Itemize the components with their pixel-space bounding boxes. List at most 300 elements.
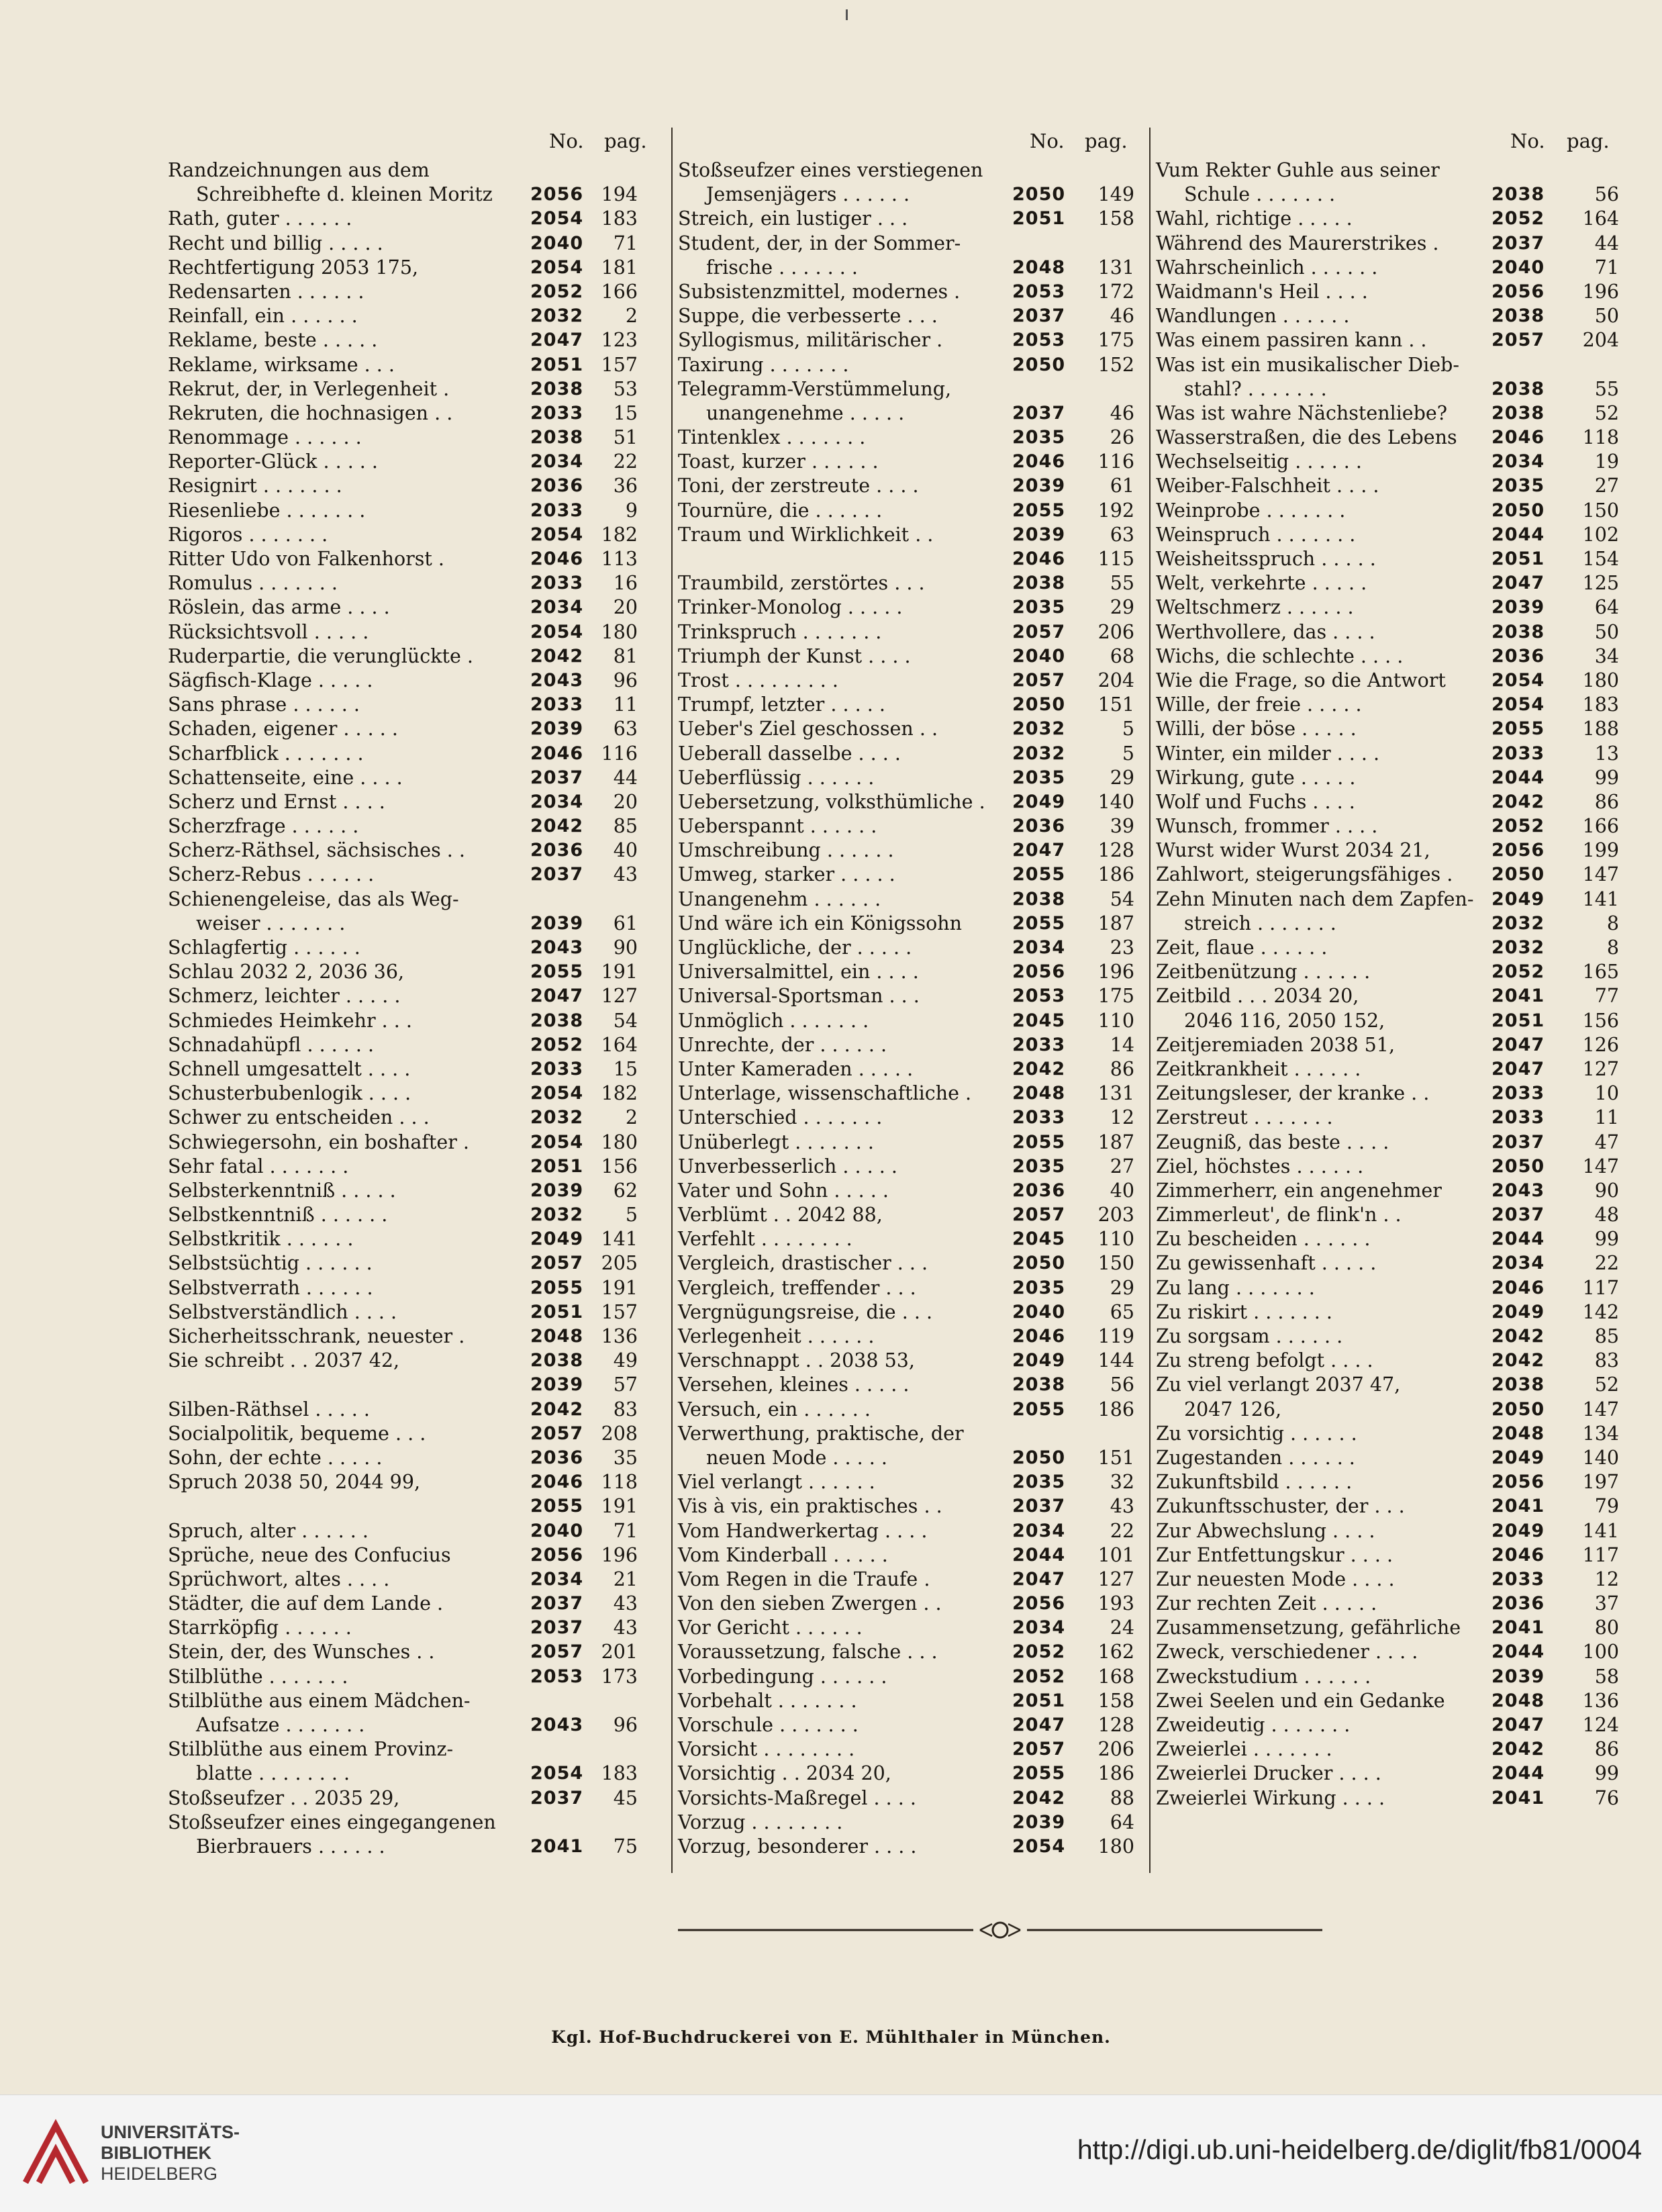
entry-page: 46 xyxy=(1110,401,1134,424)
entry-page: 36 xyxy=(613,475,638,497)
entry-number: 2046 xyxy=(530,742,584,764)
index-entry xyxy=(1156,1786,1619,1811)
entry-title: Weisheitsspruch . . . . . xyxy=(1156,548,1376,570)
entry-number: 2050 xyxy=(1492,1398,1545,1420)
entry-number: 2050 xyxy=(1012,1253,1066,1274)
index-entry xyxy=(168,984,651,1008)
index-entry xyxy=(168,814,651,838)
entry-number: 2043 xyxy=(530,937,584,958)
index-entry xyxy=(168,1519,651,1543)
entry-page: 196 xyxy=(1097,961,1134,983)
index-entry xyxy=(1156,1762,1619,1786)
entry-page: 147 xyxy=(1582,1398,1619,1421)
entry-page: 5 xyxy=(1122,718,1134,740)
entry-title: Ueberspannt . . . . . . xyxy=(678,815,877,838)
index-entry xyxy=(678,232,1141,256)
entry-page: 88 xyxy=(1110,1786,1134,1809)
entry-title: Vergleich, treffender . . . xyxy=(678,1276,916,1299)
entry-title: Zeitbild . . . 2034 20, xyxy=(1156,985,1359,1008)
entry-number: 2049 xyxy=(1492,888,1545,910)
entry-page: 34 xyxy=(1594,644,1619,667)
entry-title: Sprüchwort, altes . . . . xyxy=(168,1568,390,1590)
entry-number: 2055 xyxy=(1012,1763,1066,1784)
entry-number: 2054 xyxy=(1492,694,1545,716)
entry-title: Tournüre, die . . . . . . xyxy=(678,499,883,522)
entry-title: Zeitbenützung . . . . . . xyxy=(1156,961,1371,983)
entry-title: Zu bescheiden . . . . . . xyxy=(1156,1228,1371,1251)
entry-number: 2056 xyxy=(1012,961,1066,983)
entry-title: Wahrscheinlich . . . . . . xyxy=(1156,256,1378,279)
entry-title: Vorschule . . . . . . . xyxy=(678,1714,859,1736)
index-entry xyxy=(678,1762,1141,1786)
index-entry xyxy=(1156,1689,1619,1713)
index-entry xyxy=(678,1131,1141,1155)
entry-title: Schwer zu entscheiden . . . xyxy=(168,1106,430,1129)
entry-title: Städter, die auf dem Lande . xyxy=(168,1592,444,1615)
entry-number: 2044 xyxy=(1492,524,1545,545)
entry-title: Waidmann's Heil . . . . xyxy=(1156,280,1368,303)
index-entry xyxy=(168,1713,651,1737)
index-entry xyxy=(678,1446,1141,1470)
entry-page: 15 xyxy=(613,1057,638,1080)
entry-page: 56 xyxy=(1594,183,1619,206)
entry-page: 71 xyxy=(1594,256,1619,279)
entry-title: Unüberlegt . . . . . . . xyxy=(678,1131,874,1153)
entry-title: Zeitungsleser, der kranke . . xyxy=(1156,1082,1430,1105)
header-no: No. xyxy=(549,130,584,152)
index-entry xyxy=(678,984,1141,1008)
entry-title: Zeitkrankheit . . . . . . xyxy=(1156,1057,1361,1080)
entry-page: 150 xyxy=(1582,499,1619,522)
index-entry xyxy=(678,717,1141,741)
entry-number: 2048 xyxy=(1492,1690,1545,1711)
entry-title: Vom Handwerkertag . . . . xyxy=(678,1519,928,1542)
entry-title: 2046 116, 2050 152, xyxy=(1184,1009,1385,1032)
entry-number: 2054 xyxy=(1012,1835,1066,1857)
entry-title: Subsistenzmittel, modernes . xyxy=(678,280,961,303)
index-entry xyxy=(1156,693,1619,717)
entry-number: 2034 xyxy=(530,791,584,812)
index-entry xyxy=(1156,1519,1619,1543)
entry-page: 201 xyxy=(601,1641,638,1664)
index-entry xyxy=(678,1179,1141,1203)
entry-number: 2047 xyxy=(530,330,584,351)
entry-page: 80 xyxy=(1594,1617,1619,1639)
index-entry xyxy=(1156,1373,1619,1397)
entry-title: Reklame, beste . . . . . xyxy=(168,329,378,352)
entry-number: 2048 xyxy=(1012,1083,1066,1104)
entry-number: 2035 xyxy=(1012,427,1066,448)
index-entry xyxy=(678,1009,1141,1033)
entry-title: Scherz-Räthsel, sächsisches . . xyxy=(168,839,465,862)
index-entry xyxy=(168,693,651,717)
index-entry xyxy=(1156,256,1619,280)
entry-page: 141 xyxy=(601,1228,638,1251)
index-entry xyxy=(678,1422,1141,1446)
entry-title: Ziel, höchstes . . . . . . xyxy=(1156,1155,1364,1177)
entry-title: Universal-Sportsman . . . xyxy=(678,985,920,1008)
entry-page: 182 xyxy=(601,523,638,546)
entry-page: 55 xyxy=(1594,377,1619,400)
entry-number: 2057 xyxy=(530,1253,584,1274)
index-entry xyxy=(1156,960,1619,984)
entry-number: 2047 xyxy=(1492,1058,1545,1079)
index-entry xyxy=(1156,1300,1619,1325)
index-entry xyxy=(1156,1543,1619,1568)
index-entry xyxy=(168,1300,651,1325)
entry-title: Wahl, richtige . . . . . xyxy=(1156,207,1353,230)
entry-number: 2039 xyxy=(530,912,584,934)
entry-number: 2054 xyxy=(530,1083,584,1104)
entry-title: Selbstkenntniß . . . . . . xyxy=(168,1204,388,1227)
entry-number: 2033 xyxy=(530,573,584,594)
entry-number: 2049 xyxy=(1012,791,1066,812)
index-entry xyxy=(168,353,651,377)
entry-number: 2051 xyxy=(530,1155,584,1177)
entry-page: 131 xyxy=(1097,256,1134,279)
entry-page: 53 xyxy=(613,377,638,400)
entry-number: 2039 xyxy=(530,718,584,740)
index-entry xyxy=(1156,595,1619,620)
entry-page: 63 xyxy=(1110,523,1134,546)
entry-title: Sprüche, neue des Confucius xyxy=(168,1543,451,1566)
entry-number: 2038 xyxy=(1492,184,1545,205)
entry-title: Unmöglich . . . . . . . xyxy=(678,1009,869,1032)
entry-number: 2049 xyxy=(1492,1447,1545,1468)
index-entry xyxy=(1156,401,1619,426)
index-entry xyxy=(1156,1470,1619,1494)
index-entry xyxy=(678,1713,1141,1737)
entry-page: 141 xyxy=(1582,1519,1619,1542)
library-name xyxy=(101,2122,240,2184)
entry-number: 2033 xyxy=(530,694,584,716)
entry-page: 140 xyxy=(1582,1446,1619,1469)
index-entry xyxy=(1156,183,1619,207)
entry-title: Schnadahüpfl . . . . . . xyxy=(168,1033,375,1056)
index-entry xyxy=(678,1227,1141,1251)
entry-page: 71 xyxy=(613,232,638,254)
entry-number: 2037 xyxy=(1492,1204,1545,1226)
entry-number: 2045 xyxy=(1012,1010,1066,1031)
entry-title: Schwiegersohn, ein boshafter . xyxy=(168,1131,469,1153)
entry-title: weiser . . . . . . . xyxy=(196,912,346,934)
index-entry xyxy=(1156,1276,1619,1300)
entry-title: Schnell umgesattelt . . . . xyxy=(168,1057,411,1080)
entry-number: 2035 xyxy=(1012,767,1066,788)
entry-title: Schaden, eigener . . . . . xyxy=(168,718,398,740)
index-entry xyxy=(678,1373,1141,1397)
entry-title: Scherz und Ernst . . . . xyxy=(168,790,385,813)
entry-title: Socialpolitik, bequeme . . . xyxy=(168,1422,426,1445)
entry-number: 2046 xyxy=(1012,1326,1066,1347)
index-entry xyxy=(168,742,651,766)
entry-title: Aufsatze . . . . . . . xyxy=(196,1714,365,1736)
entry-page: 21 xyxy=(613,1568,638,1590)
entry-title: Schusterbubenlogik . . . . xyxy=(168,1082,411,1105)
entry-number: 2042 xyxy=(1492,1350,1545,1372)
entry-title: Wechselseitig . . . . . . xyxy=(1156,450,1362,473)
index-entry xyxy=(1156,1616,1619,1640)
entry-title: Starrköpfig . . . . . . xyxy=(168,1617,352,1639)
entry-number: 2033 xyxy=(530,1058,584,1079)
entry-number: 2032 xyxy=(1012,742,1066,764)
entry-number: 2057 xyxy=(1012,621,1066,642)
entry-title: Zimmerherr, ein angenehmer xyxy=(1156,1179,1442,1202)
entry-number: 2054 xyxy=(530,1131,584,1153)
entry-number: 2041 xyxy=(1492,1617,1545,1639)
entry-title: Vorzug . . . . . . . . xyxy=(678,1811,843,1833)
index-entry xyxy=(678,1786,1141,1811)
entry-title: Zukunftsbild . . . . . . xyxy=(1156,1471,1353,1494)
entry-page: 157 xyxy=(601,1300,638,1323)
entry-number: 2051 xyxy=(1492,1010,1545,1031)
index-entry xyxy=(168,644,651,669)
entry-page: 196 xyxy=(601,1543,638,1566)
column-header xyxy=(168,121,651,158)
entry-page: 12 xyxy=(1110,1106,1134,1129)
index-entry xyxy=(168,280,651,304)
index-entry xyxy=(168,669,651,693)
entry-title: Zu viel verlangt 2037 47, xyxy=(1156,1374,1401,1396)
index-entry xyxy=(678,1081,1141,1106)
entry-number: 2037 xyxy=(1492,1131,1545,1153)
entry-number: 2042 xyxy=(1492,1326,1545,1347)
entry-page: 128 xyxy=(1097,1714,1134,1736)
entry-title: Weltschmerz . . . . . . xyxy=(1156,596,1354,619)
entry-page: 27 xyxy=(1594,475,1619,497)
entry-title: Schattenseite, eine . . . . xyxy=(168,766,403,789)
entry-title: Toast, kurzer . . . . . . xyxy=(678,450,879,473)
entry-page: 29 xyxy=(1110,766,1134,789)
entry-page: 24 xyxy=(1110,1617,1134,1639)
index-entry xyxy=(1156,1422,1619,1446)
index-entry xyxy=(678,1640,1141,1664)
entry-number: 2050 xyxy=(1492,499,1545,521)
index-entry xyxy=(168,158,651,183)
entry-page: 196 xyxy=(1582,280,1619,303)
entry-number: 2054 xyxy=(530,208,584,230)
entry-number: 2036 xyxy=(530,1447,584,1468)
entry-number: 2046 xyxy=(1012,548,1066,569)
index-entry xyxy=(1156,742,1619,766)
index-column-1 xyxy=(168,121,651,1866)
index-entry xyxy=(678,499,1141,523)
entry-title: Zeitjeremiaden 2038 51, xyxy=(1156,1033,1395,1056)
index-entry xyxy=(678,1155,1141,1179)
entry-number: 2041 xyxy=(1492,1496,1545,1517)
entry-title: Selbstsüchtig . . . . . . xyxy=(168,1252,373,1275)
index-entry xyxy=(1156,790,1619,814)
entry-title: Selbsterkenntniß . . . . . xyxy=(168,1179,396,1202)
index-entry xyxy=(1156,377,1619,401)
index-entry xyxy=(1156,1106,1619,1130)
entry-page: 22 xyxy=(1594,1252,1619,1275)
entry-page: 203 xyxy=(1097,1204,1134,1227)
index-entry xyxy=(1156,912,1619,936)
index-entry xyxy=(1156,984,1619,1008)
entry-page: 2 xyxy=(625,305,638,328)
entry-number: 2038 xyxy=(1012,1374,1066,1396)
university-library-logo-icon[interactable] xyxy=(19,2115,93,2189)
entry-title: 2047 126, xyxy=(1184,1398,1282,1421)
entry-number: 2044 xyxy=(1492,1229,1545,1250)
entry-number: 2047 xyxy=(1012,1568,1066,1590)
entry-title: Tintenklex . . . . . . . xyxy=(678,426,866,449)
entry-number: 2034 xyxy=(1012,1520,1066,1541)
entry-title: Ueberflüssig . . . . . . xyxy=(678,766,875,789)
entry-title: Zugestanden . . . . . . xyxy=(1156,1446,1355,1469)
entry-title: Unter Kameraden . . . . . xyxy=(678,1057,914,1080)
index-column-2 xyxy=(678,121,1141,1866)
index-entry xyxy=(678,377,1141,401)
entry-title: Vorsichts-Maßregel . . . . xyxy=(678,1786,916,1809)
entry-title: Wasserstraßen, die des Lebens xyxy=(1156,426,1457,449)
index-entry xyxy=(678,328,1141,352)
entry-page: 157 xyxy=(601,353,638,376)
entry-page: 110 xyxy=(1097,1228,1134,1251)
index-entry xyxy=(168,1762,651,1786)
entry-number: 2051 xyxy=(1012,208,1066,230)
entry-title: Zimmerleut', de flink'n . . xyxy=(1156,1204,1402,1227)
entry-number: 2039 xyxy=(530,1374,584,1396)
entry-page: 186 xyxy=(1097,863,1134,886)
entry-title: Zu sorgsam . . . . . . xyxy=(1156,1325,1343,1347)
entry-page: 86 xyxy=(1110,1057,1134,1080)
index-entry xyxy=(1156,499,1619,523)
entry-page: 20 xyxy=(613,596,638,619)
entry-page: 23 xyxy=(1110,936,1134,959)
index-entry xyxy=(1156,1179,1619,1203)
index-entry xyxy=(1156,207,1619,231)
index-entry xyxy=(168,1592,651,1616)
entry-title: Zweierlei Wirkung . . . . xyxy=(1156,1786,1385,1809)
entry-page: 141 xyxy=(1582,887,1619,910)
entry-number: 2056 xyxy=(1012,1593,1066,1615)
entry-title: Rücksichtsvoll . . . . . xyxy=(168,620,369,643)
entry-title: Rath, guter . . . . . . xyxy=(168,207,352,230)
index-entry xyxy=(1156,717,1619,741)
entry-page: 125 xyxy=(1582,572,1619,595)
entry-number: 2055 xyxy=(1012,1131,1066,1153)
entry-title: Voraussetzung, falsche . . . xyxy=(678,1641,938,1664)
permalink-url[interactable]: http://digi.ub.uni-heidelberg.de/diglit/fb81/0004 xyxy=(1077,2134,1642,2165)
entry-number: 2052 xyxy=(1492,208,1545,230)
entry-number: 2052 xyxy=(1492,961,1545,983)
index-entry xyxy=(1156,547,1619,571)
entry-page: 151 xyxy=(1097,693,1134,716)
entry-number: 2044 xyxy=(1012,1544,1066,1566)
index-entry xyxy=(1156,1155,1619,1179)
entry-number: 2050 xyxy=(1012,694,1066,716)
entry-page: 90 xyxy=(1594,1179,1619,1202)
entry-number: 2033 xyxy=(530,499,584,521)
header-pag: pag. xyxy=(1567,130,1610,152)
entry-number: 2044 xyxy=(1492,767,1545,788)
entry-number: 2054 xyxy=(1492,669,1545,691)
entry-page: 166 xyxy=(1582,815,1619,838)
entry-number: 2032 xyxy=(1012,718,1066,740)
entry-page: 119 xyxy=(1097,1325,1134,1347)
entry-number: 2056 xyxy=(1492,1472,1545,1493)
index-entry xyxy=(168,1081,651,1106)
entry-page: 118 xyxy=(601,1471,638,1494)
entry-number: 2049 xyxy=(1492,1301,1545,1323)
entry-number: 2038 xyxy=(1492,378,1545,399)
entry-page: 19 xyxy=(1594,450,1619,473)
entry-title: Verwerthung, praktische, der xyxy=(678,1422,964,1445)
entry-page: 85 xyxy=(613,815,638,838)
index-entry xyxy=(678,1665,1141,1689)
entry-title: Vorbedingung . . . . . . xyxy=(678,1665,887,1688)
entry-title: Trost . . . . . . . . . xyxy=(678,669,838,691)
entry-number: 2038 xyxy=(1492,1374,1545,1396)
entry-page: 8 xyxy=(1606,912,1619,934)
entry-number: 2040 xyxy=(530,1520,584,1541)
entry-title: Rigoros . . . . . . . xyxy=(168,523,328,546)
entry-number: 2047 xyxy=(1492,1034,1545,1055)
entry-page: 136 xyxy=(601,1325,638,1347)
entry-number: 2047 xyxy=(1492,1715,1545,1735)
entry-title: Wurst wider Wurst 2034 21, xyxy=(1156,839,1430,862)
entry-page: 43 xyxy=(613,1617,638,1639)
entry-number: 2037 xyxy=(1012,402,1066,424)
entry-page: 43 xyxy=(1110,1495,1134,1518)
entry-page: 100 xyxy=(1582,1641,1619,1664)
entry-number: 2040 xyxy=(1012,1301,1066,1323)
entry-number: 2032 xyxy=(530,1107,584,1128)
entry-number: 2055 xyxy=(1492,718,1545,740)
index-entry xyxy=(1156,1446,1619,1470)
entry-page: 205 xyxy=(601,1252,638,1275)
entry-title: Welt, verkehrte . . . . . xyxy=(1156,572,1367,595)
entry-page: 156 xyxy=(601,1155,638,1177)
entry-title: Vom Regen in die Traufe . xyxy=(678,1568,930,1590)
entry-title: Ritter Udo von Falkenhorst . xyxy=(168,548,444,570)
entry-number: 2034 xyxy=(1492,1253,1545,1274)
entry-title: Zu vorsichtig . . . . . . xyxy=(1156,1422,1357,1445)
entry-number: 2035 xyxy=(1012,1472,1066,1493)
entry-number: 2037 xyxy=(530,767,584,788)
entry-number: 2057 xyxy=(530,1641,584,1663)
entry-page: 14 xyxy=(1110,1033,1134,1056)
index-entry xyxy=(678,1300,1141,1325)
entry-title: Stilblüthe aus einem Mädchen- xyxy=(168,1689,471,1712)
entry-number: 2050 xyxy=(1012,1447,1066,1468)
entry-title: Verlegenheit . . . . . . xyxy=(678,1325,875,1347)
entry-number: 2039 xyxy=(1012,475,1066,497)
entry-page: 116 xyxy=(601,742,638,765)
entry-page: 50 xyxy=(1594,305,1619,328)
entry-number: 2036 xyxy=(1492,1593,1545,1615)
index-entry xyxy=(168,887,651,912)
entry-title: Stilblüthe aus einem Provinz- xyxy=(168,1738,454,1761)
index-entry xyxy=(1156,1640,1619,1664)
entry-page: 188 xyxy=(1582,718,1619,740)
entry-number: 2053 xyxy=(1012,330,1066,351)
entry-page: 51 xyxy=(613,426,638,449)
index-entry xyxy=(1156,1057,1619,1081)
entry-title: Rechtfertigung 2053 175, xyxy=(168,256,419,279)
entry-title: Jemsenjägers . . . . . . xyxy=(706,183,910,206)
entry-title: Was einem passiren kann . . xyxy=(1156,329,1427,352)
entry-title: Randzeichnungen aus dem xyxy=(168,159,430,181)
entry-page: 2 xyxy=(625,1106,638,1129)
entry-title: Renommage . . . . . . xyxy=(168,426,362,449)
entry-title: Zerstreut . . . . . . . xyxy=(1156,1106,1333,1129)
entry-title: Röslein, das arme . . . . xyxy=(168,596,390,619)
index-entry xyxy=(1156,863,1619,887)
index-entry xyxy=(168,1422,651,1446)
